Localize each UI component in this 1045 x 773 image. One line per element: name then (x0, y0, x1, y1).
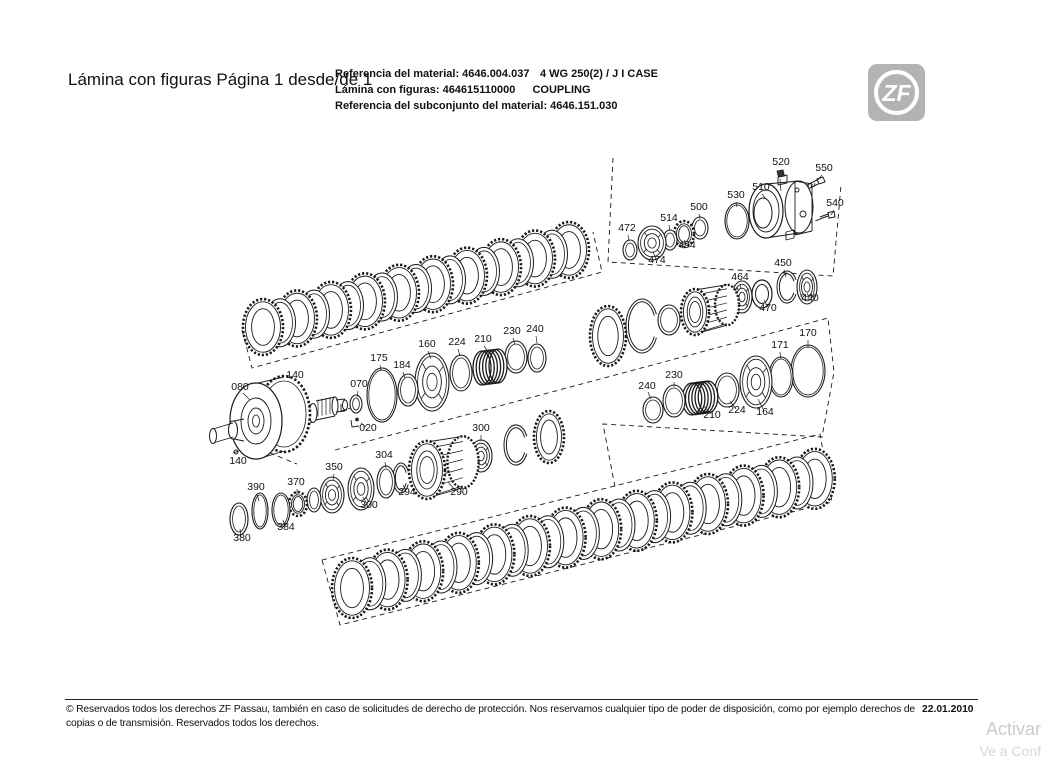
part-number-label: 450 (774, 257, 792, 269)
part-number-label: 550 (815, 162, 833, 174)
part-number-label: 470 (759, 302, 777, 314)
part-number-label: 540 (826, 197, 844, 209)
part-number-label: 474 (648, 254, 666, 266)
part-number-label: 230 (665, 369, 683, 381)
part-number-label: 294 (398, 486, 416, 498)
part-number-label: 300 (360, 499, 378, 511)
part-number-label: 370 (287, 476, 305, 488)
part-number-label: 380 (233, 532, 251, 544)
subassembly-reference: Referencia del subconjunto del material: 4646.151.030 (335, 100, 618, 112)
part-number-label: 184 (393, 359, 411, 371)
part-number-label: 224 (728, 404, 746, 416)
page-title: Lámina con figuras Página 1 desde/de 1 (68, 70, 373, 89)
part-number-label: 020 (359, 422, 377, 434)
part-number-label: 140 (286, 369, 304, 381)
footer-copyright-line2: copias o de transmisión. Reservados todos los derechos. (66, 718, 319, 729)
part-number-label: 440 (801, 292, 819, 304)
part-number-label: 070 (350, 378, 368, 390)
part-number-label: 494 (678, 239, 696, 251)
figures-name: COUPLING (532, 84, 591, 96)
part-number-label: 510 (752, 181, 770, 193)
part-number-label: 520 (772, 156, 790, 168)
material-model: 4 WG 250(2) / J I CASE (540, 68, 658, 80)
part-number-label: 230 (503, 325, 521, 337)
footer-date: 22.01.2010 (922, 704, 974, 715)
part-number-label: 171 (771, 339, 789, 351)
part-number-label: 464 (731, 271, 749, 283)
part-number-label: 210 (474, 333, 492, 345)
footer-rule (65, 699, 978, 700)
part-number-label: 210 (703, 409, 721, 421)
part-number-label: 384 (277, 521, 295, 533)
part-number-label: 224 (448, 336, 466, 348)
windows-activation-watermark-line2: Ve a Conf (979, 743, 1041, 759)
zf-logo-text: ZF (882, 80, 911, 106)
part-number-label: 304 (375, 449, 393, 461)
part-number-label: 175 (370, 352, 388, 364)
part-number-label: 240 (638, 380, 656, 392)
part-number-label: 472 (618, 222, 636, 234)
part-number-label: 160 (418, 338, 436, 350)
material-reference: Referencia del material: 4646.004.037 (335, 68, 530, 80)
part-number-label: 164 (756, 406, 774, 418)
part-number-label: 240 (526, 323, 544, 335)
part-number-label: 300 (472, 422, 490, 434)
part-number-label: 530 (727, 189, 745, 201)
part-number-label: 500 (690, 201, 708, 213)
footer-copyright-line1: © Reservados todos los derechos ZF Passau, también en caso de solicitudes de derecho de protección. Nos reservamos cualquier tipo de poder de disposición, como por ejemplo derechos de (66, 704, 915, 715)
part-number-label: 350 (325, 461, 343, 473)
part-number-label: 140 (229, 455, 247, 467)
part-number-label: 080 (231, 381, 249, 393)
part-number-label: 170 (799, 327, 817, 339)
part-number-label: 290 (450, 486, 468, 498)
windows-activation-watermark-line1: Activar (985, 719, 1041, 739)
part-number-label: 514 (660, 212, 678, 224)
part-number-label: 390 (247, 481, 265, 493)
figures-reference: Lámina con figuras: 464615110000 (335, 84, 516, 96)
